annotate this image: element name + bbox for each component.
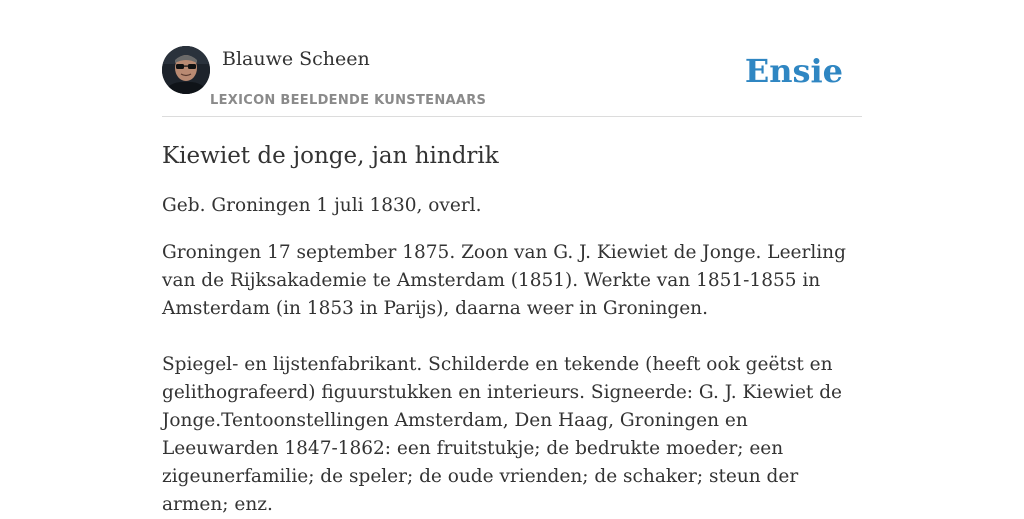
author-avatar[interactable] (162, 46, 210, 94)
entry-paragraph-2: Groningen 17 september 1875. Zoon van G. J. Kiewiet de Jonge. Leerling van de Rijksakademie te Amsterdam (1851). Werkte van 1851-1855 in Amsterdam (in 1853 in Parijs), daarna weer in Groningen. (162, 242, 846, 319)
author-name[interactable]: Blauwe Scheen (222, 48, 370, 70)
brand-logo[interactable]: Ensie (744, 52, 843, 90)
entry-header (162, 46, 862, 117)
collection-label[interactable]: LEXICON BEELDENDE KUNSTENAARS (210, 93, 487, 108)
entry-paragraph-3: Spiegel- en lijstenfabrikant. Schilderde en tekende (heeft ook geëtst en gelithografeerd) figuurstukken en interieurs. Signeerde: G. J. Kiewiet de Jonge.Tentoonstellingen Amsterdam, Den Haag, Groningen en Leeuwarden 1847-1862: een fruitstukje; de bedrukte moeder; een zigeunerfamilie; de speler; de oude vrienden; de schaker; steun der armen; enz. (162, 354, 843, 515)
entry-card (162, 46, 862, 519)
entry-title: Kiewiet de jonge, jan hindrik (162, 143, 499, 169)
avatar-photo-icon (162, 46, 210, 94)
entry-paragraph-1: Geb. Groningen 1 juli 1830, overl. (162, 195, 482, 216)
